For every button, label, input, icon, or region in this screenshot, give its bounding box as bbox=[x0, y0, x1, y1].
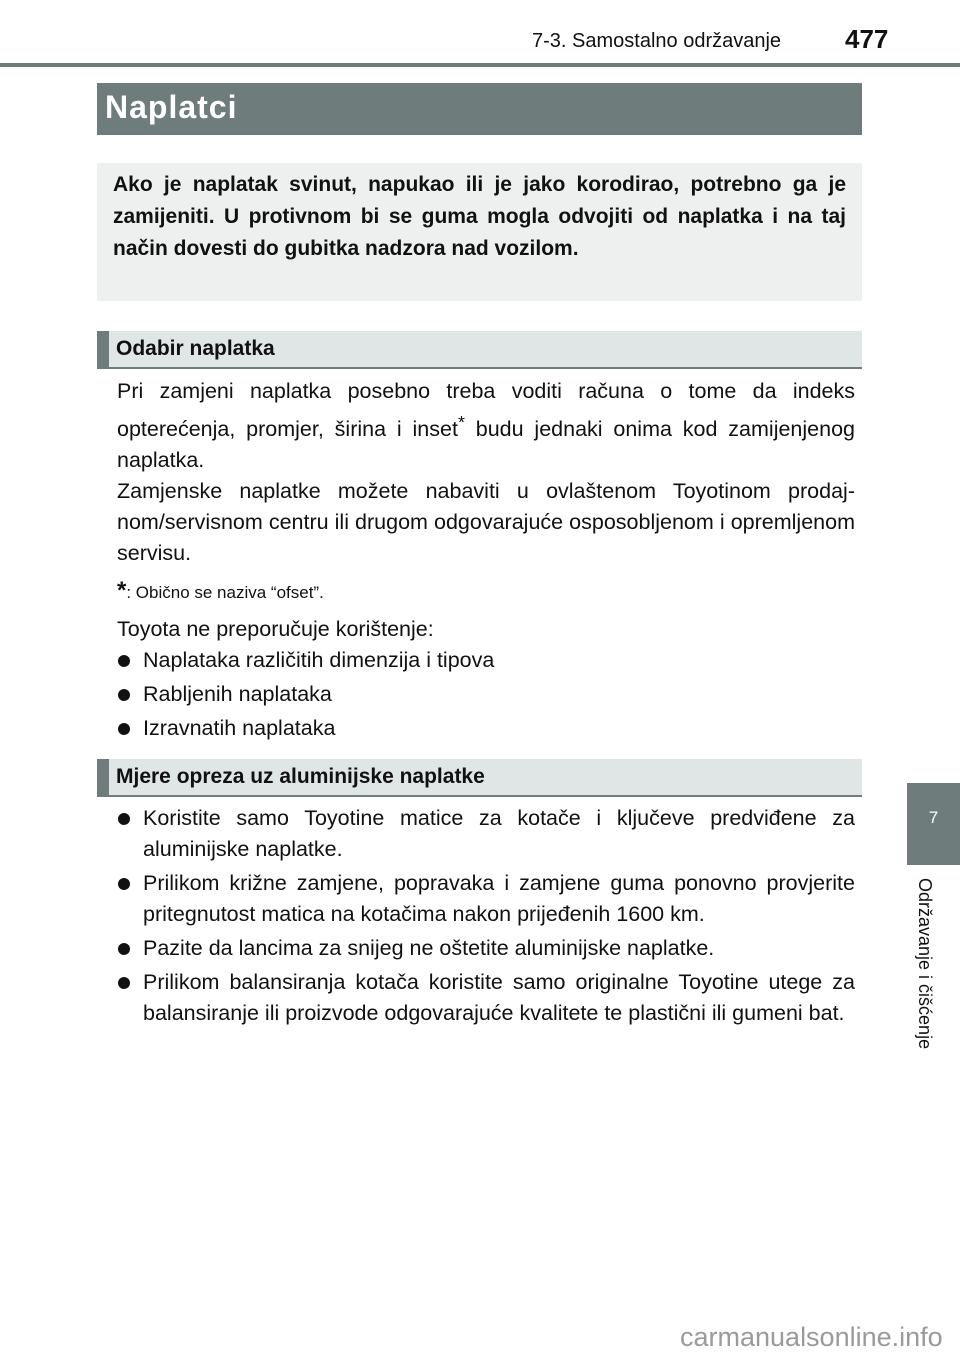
list-item: Izravnatih naplataka bbox=[117, 713, 855, 744]
list-item: Naplataka različitih dimenzija i tipova bbox=[117, 645, 855, 676]
list-item: Pazite da lancima za snijeg ne oštetite aluminijske naplatke. bbox=[117, 933, 855, 964]
header-rule bbox=[0, 63, 960, 67]
chapter-tab-label: Održavanje i čišćenje bbox=[915, 878, 935, 1050]
chapter-tab: 7 bbox=[907, 783, 960, 865]
list-item: Prilikom balansiranja kotača koristite samo originalne Toyotine utege za balansiranje ili proizvode odgovarajuće kvalitete te plastični ili gumeni bat. bbox=[117, 967, 855, 1029]
list-item: Prilikom križne zamjene, popravaka i zamjene guma ponovno provjerite pritegnutost matica na kotačima nakon prijeđenih 1600 km. bbox=[117, 868, 855, 930]
section-body-mjere bbox=[117, 803, 855, 1032]
watermark: carmanualsonline.info bbox=[680, 1322, 943, 1352]
asterisk: * bbox=[117, 577, 127, 605]
section-heading-text: Odabir naplatka bbox=[116, 337, 275, 360]
footnote-text: : Obično se naziva “ofset”. bbox=[126, 583, 324, 603]
paragraph: Toyota ne preporučuje korištenje: bbox=[117, 617, 434, 642]
page-number: 477 bbox=[845, 24, 889, 54]
page-title: Naplatci bbox=[105, 89, 238, 125]
paragraph: Zamjenske naplatke možete nabaviti u ovlaštenom Toyotinom prodajnom/servisnom centru ili drugom odgovarajuće osposobljenom i opremljenom servisu. bbox=[117, 479, 855, 566]
text: budu jednaki onima kod zamijenjenog naplatka. bbox=[117, 417, 855, 473]
text: Pri zamjeni naplatka posebno treba voditi računa o tome da indeks opterećenja, promjer, širina i inset bbox=[117, 379, 855, 442]
list-item: Rabljenih naplataka bbox=[117, 679, 855, 710]
bullet-list bbox=[117, 645, 855, 744]
section-body-odabir bbox=[117, 376, 855, 747]
bullet-list bbox=[117, 803, 855, 1029]
section-heading-text: Mjere opreza uz aluminijske naplatke bbox=[116, 765, 485, 788]
section-heading-odabir bbox=[97, 331, 862, 369]
page-title-bar bbox=[97, 83, 862, 135]
asterisk: * bbox=[457, 412, 465, 432]
list-item: Koristite samo Toyotine matice za kotače i ključeve predviđene za aluminijske naplatke. bbox=[117, 803, 855, 865]
warning-text: Ako je naplatak svinut, napukao ili je jako korodirao, potrebno ga je zamijeniti. U protivnom bi se guma mogla odvojiti od naplatka i na taj način dovesti do gubitka nadzora nad vozilom. bbox=[113, 173, 846, 260]
warning-box bbox=[97, 163, 862, 301]
running-header: 7-3. Samostalno održavanje bbox=[532, 30, 782, 52]
paragraph bbox=[117, 376, 855, 476]
footnote bbox=[117, 575, 855, 608]
section-heading-mjere bbox=[97, 759, 862, 797]
